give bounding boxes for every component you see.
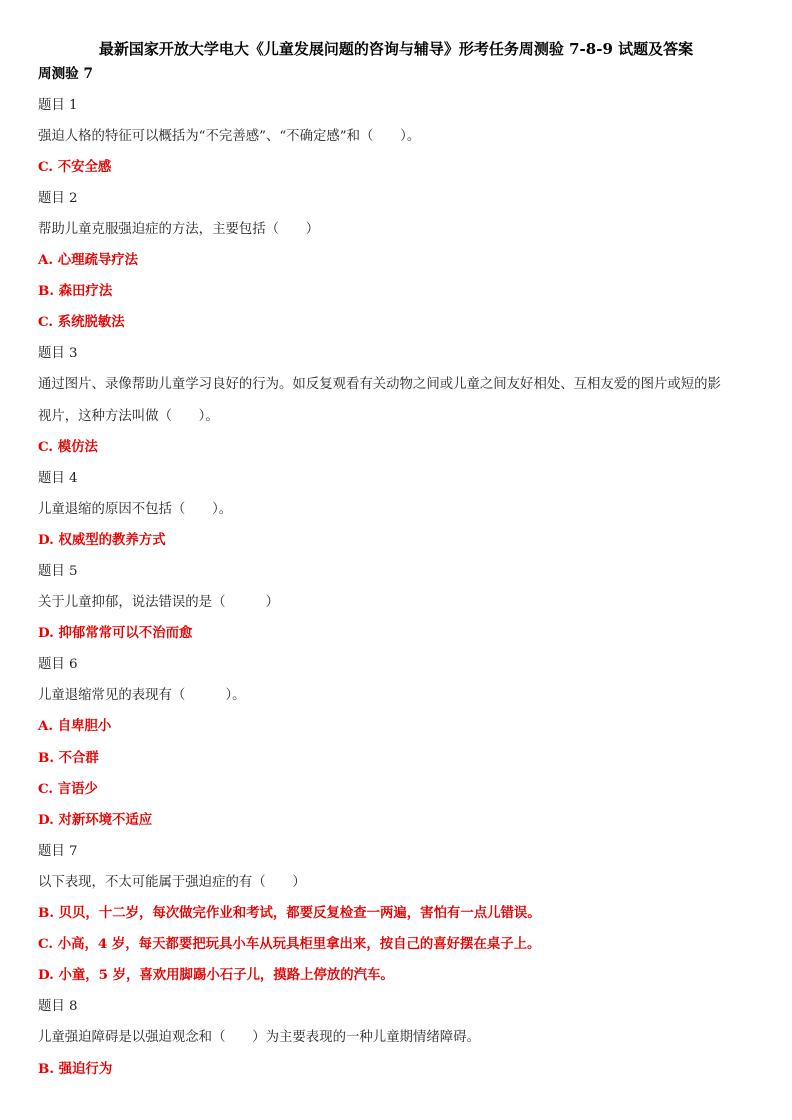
question-stem: 儿童退缩的原因不包括（ ）。 bbox=[38, 502, 233, 517]
question-stem: 儿童强迫障碍是以强迫观念和（ ）为主要表现的一种儿童期情绪障碍。 bbox=[38, 1030, 480, 1045]
question-stem: 强迫人格的特征可以概括为“不完善感”、“不确定感”和（ ）。 bbox=[38, 129, 421, 144]
question-label: 题目 7 bbox=[38, 844, 78, 859]
answer-option: C. 小高，4 岁，每天都要把玩具小车从玩具柜里拿出来，按自己的喜好摆在桌子上。 bbox=[38, 936, 541, 952]
question-label: 题目 8 bbox=[38, 999, 78, 1014]
question-label: 题目 5 bbox=[38, 564, 78, 579]
answer-option: D. 小童，5 岁，喜欢用脚踢小石子儿，摸路上停放的汽车。 bbox=[38, 967, 394, 983]
answer-option: C. 言语少 bbox=[38, 781, 98, 797]
answer-option: D. 对新环境不适应 bbox=[38, 812, 153, 828]
answer-option: B. 强迫行为 bbox=[38, 1061, 113, 1077]
question-label: 题目 2 bbox=[38, 191, 78, 206]
question-label: 题目 4 bbox=[38, 471, 78, 486]
question-label: 题目 1 bbox=[38, 98, 78, 113]
answer-option: D. 抑郁常常可以不治而愈 bbox=[38, 625, 193, 641]
question-stem: 关于儿童抑郁，说法错误的是（ ） bbox=[38, 595, 280, 610]
question-stem-line-2: 视片，这种方法叫做（ ）。 bbox=[38, 409, 219, 424]
answer-option: B. 森田疗法 bbox=[38, 283, 113, 299]
question-stem: 帮助儿童克服强迫症的方法，主要包括（ ） bbox=[38, 222, 320, 237]
document-title: 最新国家开放大学电大《儿童发展问题的咨询与辅导》形考任务周测验 7-8-9 试题及答案 bbox=[98, 40, 694, 58]
answer-option: A. 心理疏导疗法 bbox=[38, 252, 139, 268]
answer-option: B. 贝贝，十二岁，每次做完作业和考试，都要反复检查一两遍，害怕有一点儿错误。 bbox=[38, 905, 541, 921]
question-stem: 以下表现，不太可能属于强迫症的有（ ） bbox=[38, 875, 306, 890]
answer-option: B. 不合群 bbox=[38, 750, 99, 766]
answer-option: D. 权威型的教养方式 bbox=[38, 532, 166, 548]
question-stem-line-1: 通过图片、录像帮助儿童学习良好的行为。如反复观看有关动物之间或儿童之间友好相处、互相友爱的图片或短的影 bbox=[38, 377, 721, 392]
question-stem: 儿童退缩常见的表现有（ ）。 bbox=[38, 688, 246, 703]
question-label: 题目 3 bbox=[38, 346, 78, 361]
answer-option: A. 自卑胆小 bbox=[38, 718, 112, 734]
section-heading: 周测验 7 bbox=[38, 66, 93, 82]
answer-option: C. 不安全感 bbox=[38, 159, 112, 175]
question-label: 题目 6 bbox=[38, 657, 78, 672]
answer-option: C. 系统脱敏法 bbox=[38, 314, 125, 330]
answer-option: C. 模仿法 bbox=[38, 439, 98, 455]
